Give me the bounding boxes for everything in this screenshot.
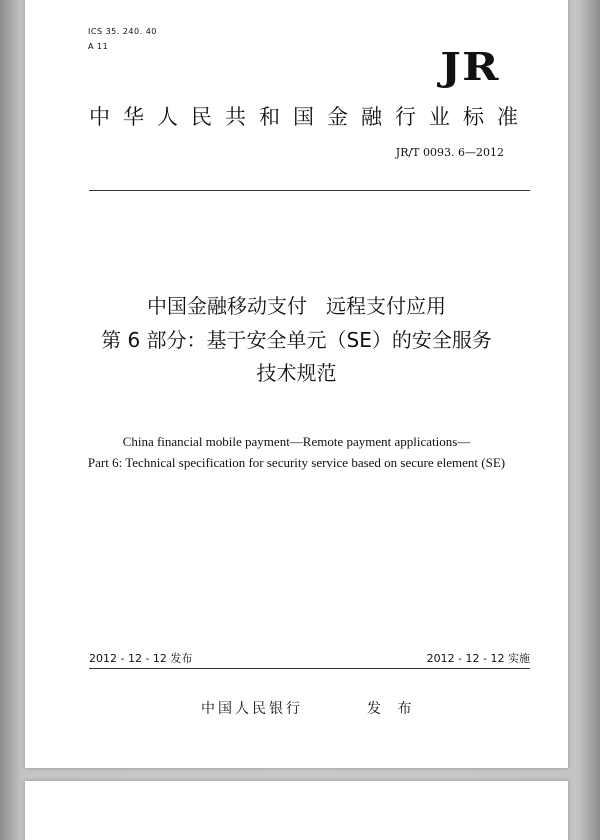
- standard-category-title: 中华人民共和国金融行业标准: [89, 105, 531, 129]
- implementation-date: 2012 - 12 - 12 实施: [426, 652, 530, 665]
- classification-code: A 11: [88, 42, 109, 51]
- ics-code: ICS 35. 240. 40: [88, 27, 157, 36]
- publisher-name: 中国人民银行: [201, 701, 303, 717]
- cn-title-line-3: 技术规范: [256, 361, 337, 385]
- cn-title-line-2: 第 6 部分：基于安全单元（SE）的安全服务: [101, 328, 492, 352]
- cn-title-line-1: 中国金融移动支付 远程支付应用: [146, 294, 447, 318]
- publish-label: 发 布: [367, 701, 418, 717]
- document-page: [25, 0, 568, 768]
- jr-logo: JR: [440, 44, 500, 89]
- issue-date: 2012 - 12 - 12 发布: [89, 652, 193, 665]
- footer-divider: [89, 668, 530, 669]
- en-title-line-1: China financial mobile payment—Remote payment applications—: [122, 434, 471, 449]
- en-title-line-2: Part 6: Technical specification for security service based on secure element (SE): [87, 455, 506, 470]
- standard-number: JR/T 0093. 6—2012: [395, 146, 504, 159]
- next-page: [25, 781, 568, 840]
- header-divider: [89, 190, 530, 191]
